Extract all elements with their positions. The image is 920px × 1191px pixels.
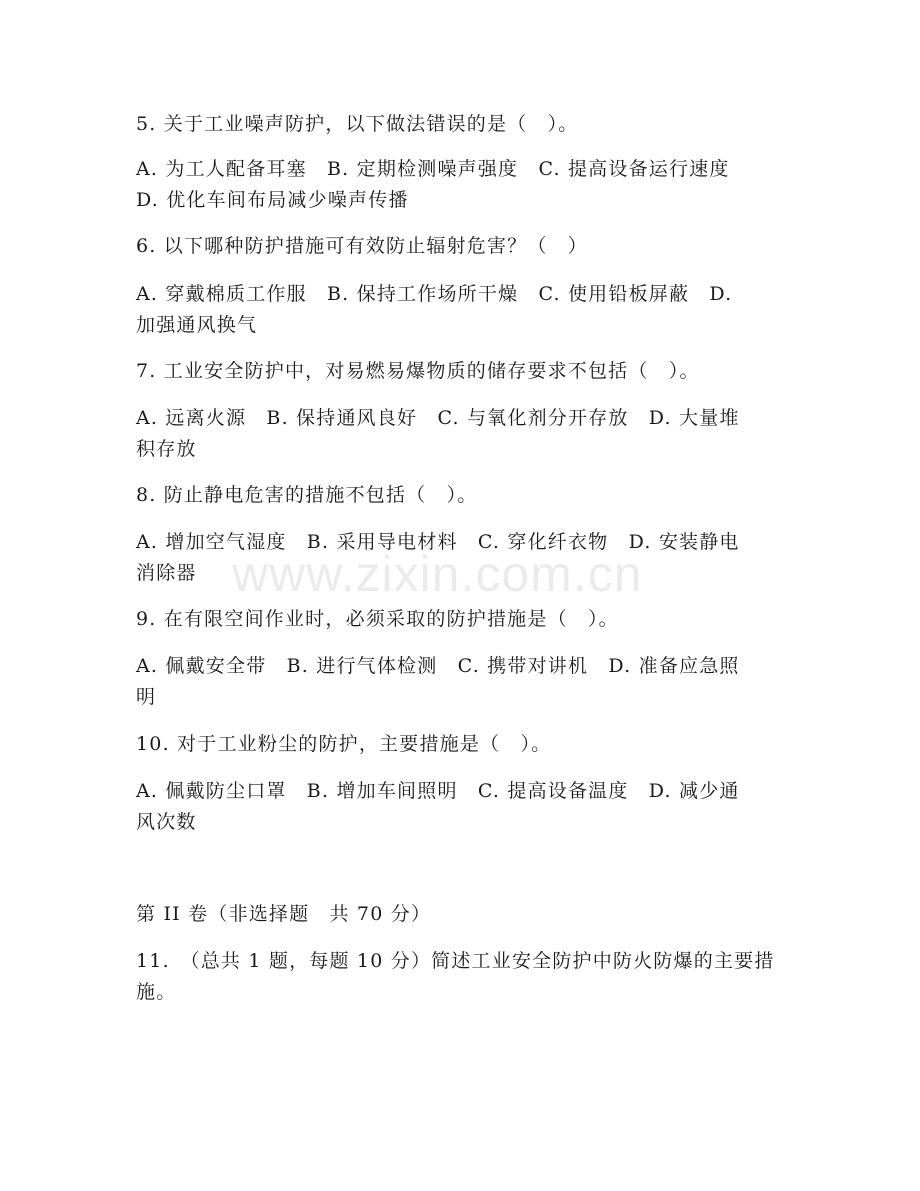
question-10-options-line-2: 风次数 xyxy=(136,811,197,833)
question-6-options-line-1: A. 穿戴棉质工作服 B. 保持工作场所干燥 C. 使用铅板屏蔽 D. xyxy=(136,283,733,305)
question-10-options-line-1: A. 佩戴防尘口罩 B. 增加车间照明 C. 提高设备温度 D. 减少通 xyxy=(136,780,740,802)
question-5-stem: 5. 关于工业噪声防护，以下做法错误的是（ ）。 xyxy=(136,113,579,135)
question-5-options-line-1: A. 为工人配备耳塞 B. 定期检测噪声强度 C. 提高设备运行速度 xyxy=(136,158,730,180)
question-9-stem: 9. 在有限空间作业时，必须采取的防护措施是（ ）。 xyxy=(136,608,619,630)
question-7-options-line-1: A. 远离火源 B. 保持通风良好 C. 与氧化剂分开存放 D. 大量堆 xyxy=(136,407,740,429)
watermark: www.zixin.com.cn xyxy=(232,546,643,602)
question-11-line-1: 11. （总共 1 题，每题 10 分）简述工业安全防护中防火防爆的主要措 xyxy=(136,950,775,972)
section-title: 第 II 卷（非选择题 共 70 分） xyxy=(136,903,432,925)
question-7-options-line-2: 积存放 xyxy=(136,438,197,460)
question-8-options-line-2: 消除器 xyxy=(136,562,197,584)
question-11-line-2: 施。 xyxy=(136,981,177,1003)
question-6-options-line-2: 加强通风换气 xyxy=(136,314,258,336)
question-6-stem: 6. 以下哪种防护措施可有效防止辐射危害？（ ） xyxy=(136,235,588,257)
question-7-stem: 7. 工业安全防护中，对易燃易爆物质的储存要求不包括（ ）。 xyxy=(136,360,700,382)
question-8-stem: 8. 防止静电危害的措施不包括（ ）。 xyxy=(136,484,478,506)
question-8-options-line-1: A. 增加空气湿度 B. 采用导电材料 C. 穿化纤衣物 D. 安装静电 xyxy=(136,531,740,553)
question-9-options-line-1: A. 佩戴安全带 B. 进行气体检测 C. 携带对讲机 D. 准备应急照 xyxy=(136,655,740,677)
question-5-options-line-2: D. 优化车间布局减少噪声传播 xyxy=(136,189,409,211)
question-9-options-line-2: 明 xyxy=(136,686,157,708)
question-10-stem: 10. 对于工业粉尘的防护，主要措施是（ ）。 xyxy=(136,733,552,755)
